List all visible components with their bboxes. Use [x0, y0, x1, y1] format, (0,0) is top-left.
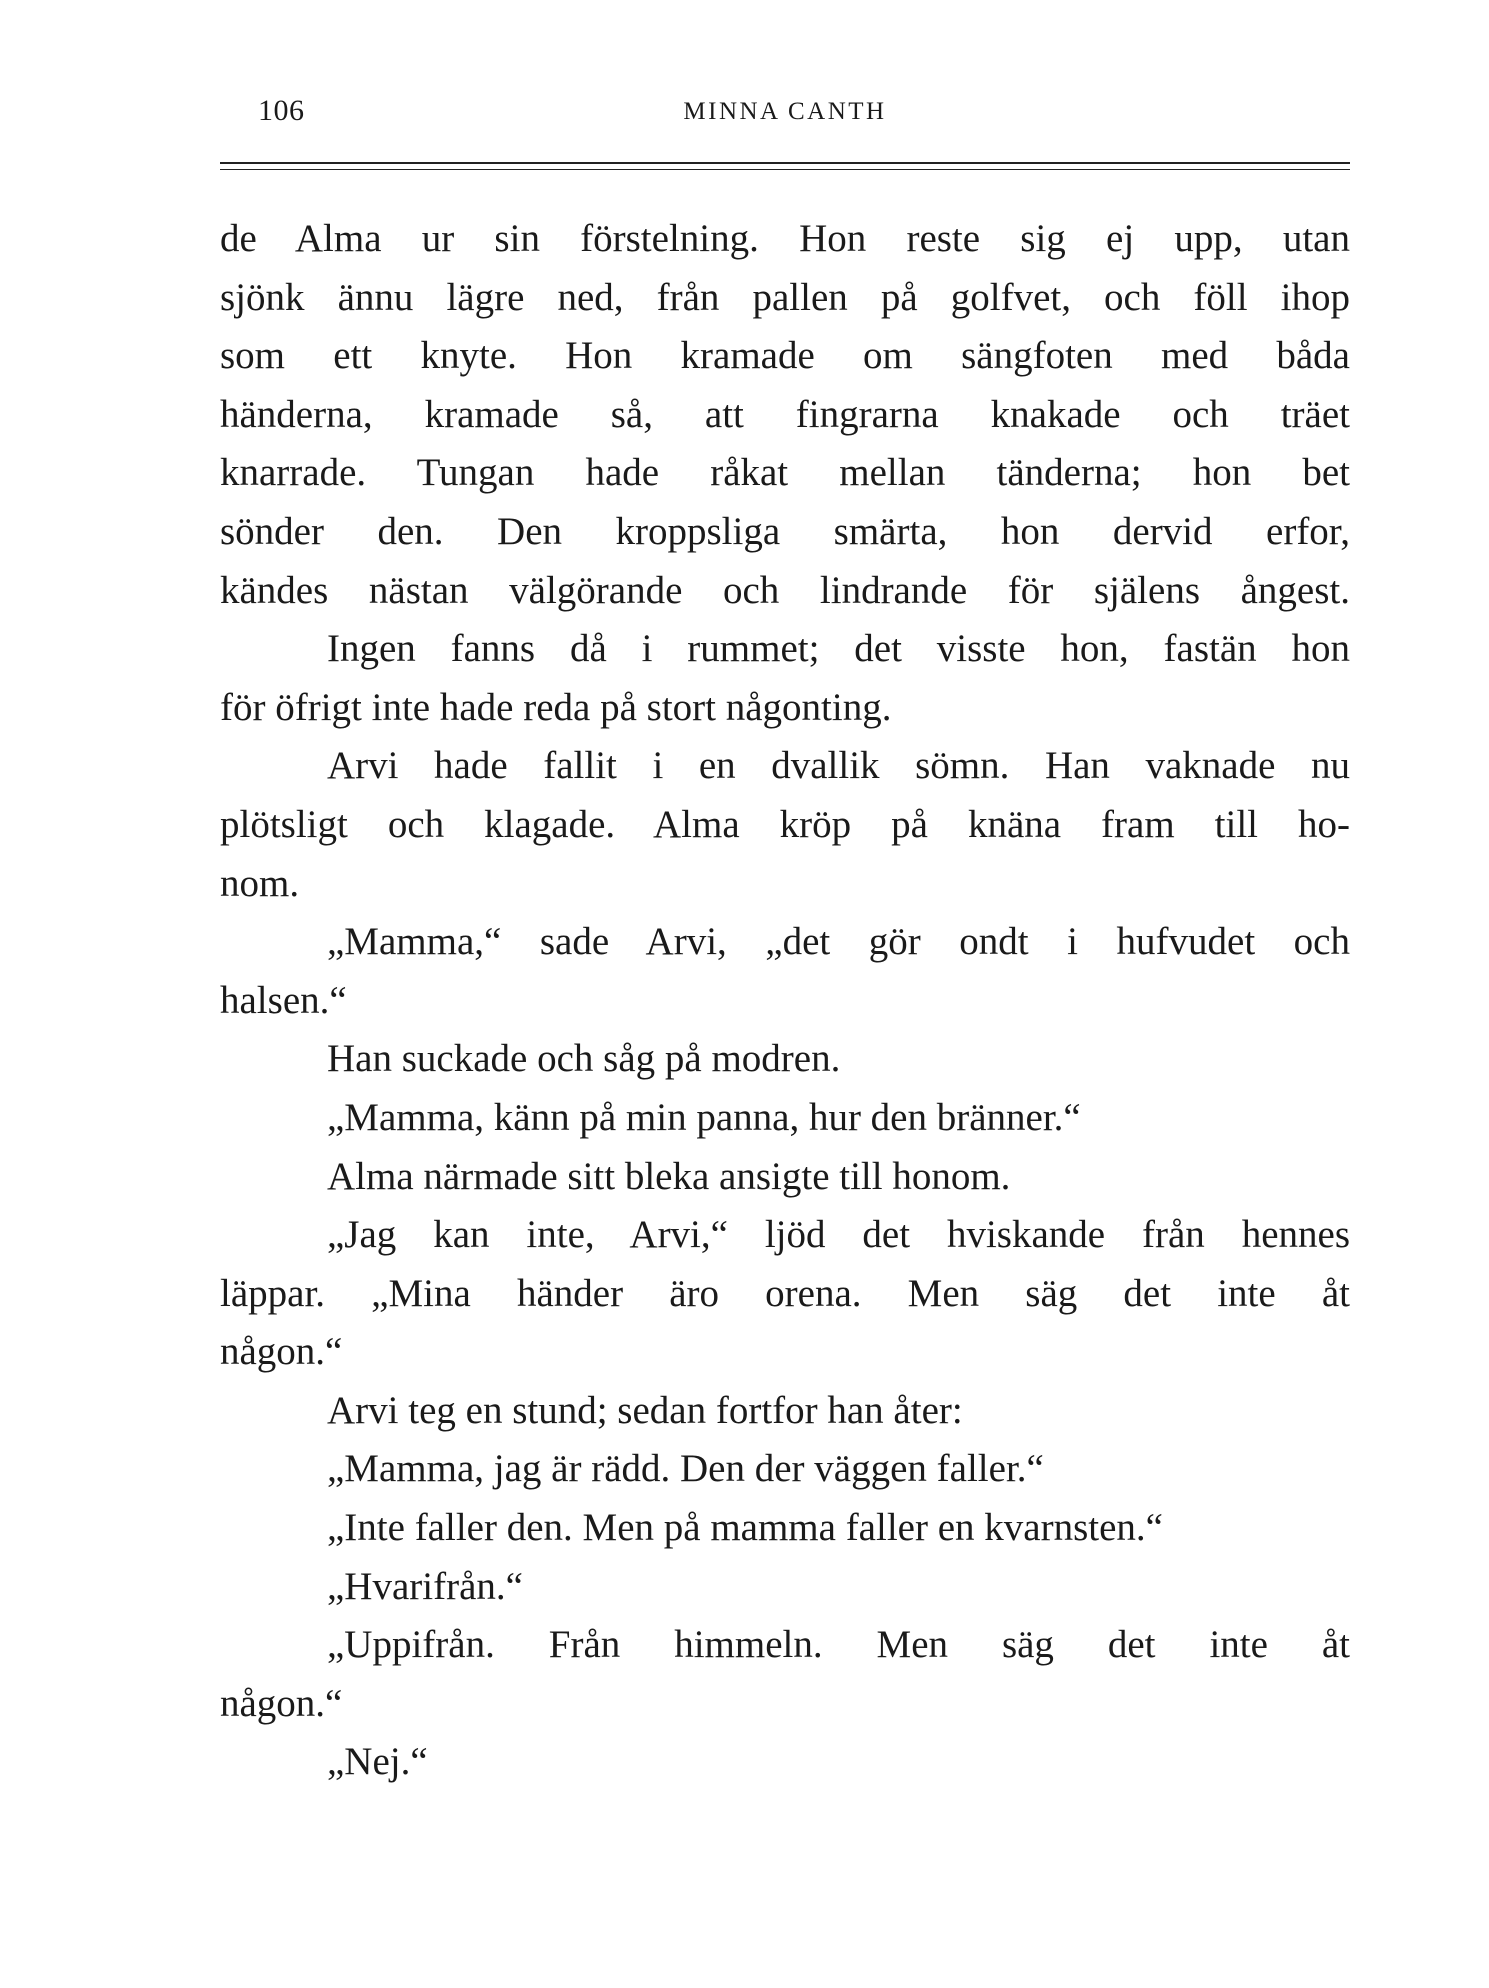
page-header: [220, 94, 1350, 134]
text-line: „Mamma, jag är rädd. Den der väggen faller.“: [327, 1447, 1044, 1491]
text-line: „Jag kan inte, Arvi,“ ljöd det hviskande från hennes: [327, 1213, 1350, 1257]
text-line: Han suckade och såg på modren.: [327, 1037, 841, 1081]
text-line: Arvi teg en stund; sedan fortfor han åter:: [327, 1388, 963, 1432]
text-line: „Inte faller den. Men på mamma faller en kvarnsten.“: [327, 1506, 1163, 1550]
text-line: „Mamma,“ sade Arvi, „det gör ondt i hufvudet och: [327, 920, 1350, 964]
text-line: någon.“: [220, 1681, 343, 1725]
text-line: „Uppifrån. Från himmeln. Men säg det inte åt: [327, 1623, 1350, 1667]
text-line: knarrade. Tungan hade råkat mellan tänderna; hon bet: [220, 451, 1350, 495]
text-line: Ingen fanns då i rummet; det visste hon, fastän hon: [327, 627, 1350, 671]
text-line: „Hvarifrån.“: [327, 1564, 523, 1608]
text-line: kändes nästan välgörande och lindrande för själens ångest.: [220, 568, 1350, 612]
text-line: som ett knyte. Hon kramade om sängfoten med båda: [220, 334, 1350, 378]
text-line: för öfrigt inte hade reda på stort någonting.: [220, 685, 892, 729]
text-line: Alma närmade sitt bleka ansigte till honom.: [327, 1154, 1011, 1198]
text-line: „Mamma, känn på min panna, hur den bränner.“: [327, 1095, 1081, 1139]
text-line: läppar. „Mina händer äro orena. Men säg det inte åt: [220, 1271, 1350, 1315]
running-head: MINNA CANTH: [683, 98, 887, 125]
header-rule-top: [220, 162, 1350, 164]
text-line: „Nej.“: [327, 1740, 428, 1784]
page-number: 106: [258, 94, 305, 127]
text-line: plötsligt och klagade. Alma kröp på knäna fram till ho-: [220, 802, 1350, 846]
text-line: sjönk ännu lägre ned, från pallen på golfvet, och föll ihop: [220, 275, 1350, 319]
text-line: nom.: [220, 861, 300, 905]
text-line: händerna, kramade så, att fingrarna knakade och träet: [220, 392, 1350, 436]
text-line: Arvi hade fallit i en dvallik sömn. Han vaknade nu: [327, 744, 1350, 788]
text-line: de Alma ur sin förstelning. Hon reste sig ej upp, utan: [220, 217, 1350, 260]
text-line: någon.“: [220, 1330, 343, 1374]
text-line: sönder den. Den kroppsliga smärta, hon dervid erfor,: [220, 509, 1350, 553]
text-line: halsen.“: [220, 978, 347, 1022]
body-text: [220, 210, 1350, 1792]
header-rule-bottom: [220, 169, 1350, 170]
